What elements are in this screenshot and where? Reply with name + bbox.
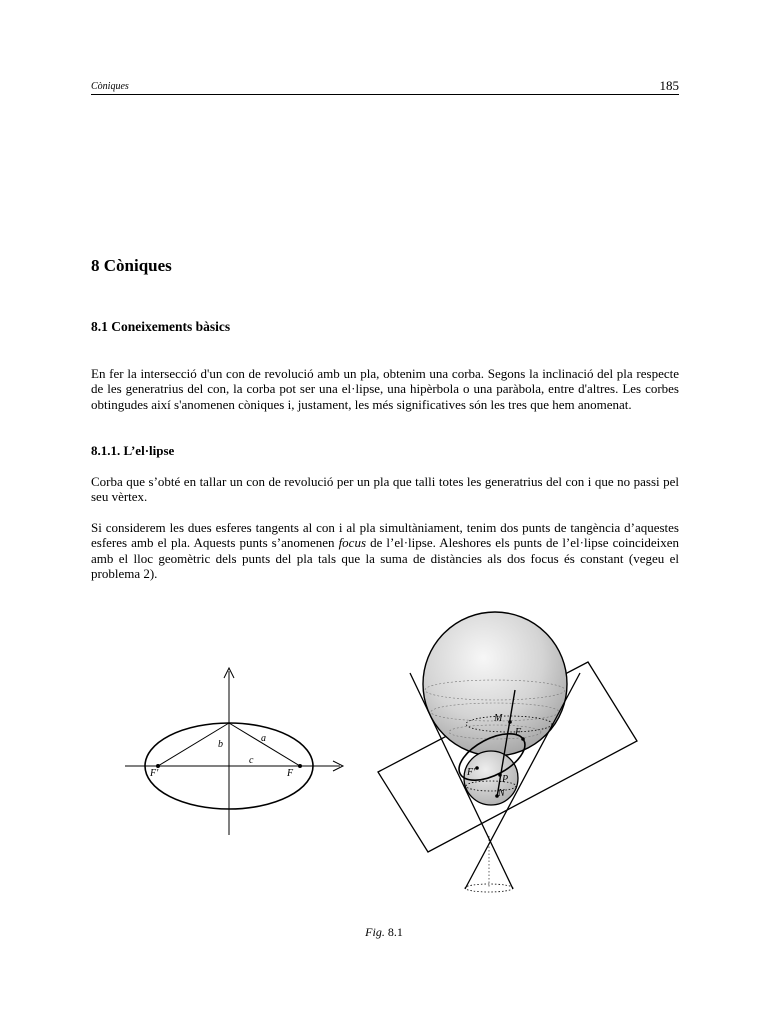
figure-caption-prefix: Fig. [365, 925, 385, 939]
figure-8-1 [0, 600, 768, 910]
point-m [508, 720, 512, 724]
section-intro-paragraph: En fer la intersecció d'un con de revolució amb un pla, obtenim una corba. Segons la inclinació del pla respecte de les generatrius del con, la corba pot ser una el·lipse, una hipèrbola o una paràbola, entre d'altres. Les corbes obtingudes així s'anomenen còniques i, justament, les més significatives són les tres que hem anomenat. [91, 366, 679, 412]
figure-caption-number: 8.1 [387, 925, 403, 939]
ellipse-diagram [125, 668, 343, 835]
subsection-title: 8.1.1. L’el·lipse [91, 443, 175, 458]
label-c: c [249, 755, 254, 766]
foci-paragraph-text-before: Si considerem les dues esferes tangents al con i al pla simultàniament, tenim dos punts de tangència d’aquestes esferes amb el pla. Aquests punts s’anomenen [91, 520, 679, 551]
small-sphere [464, 751, 518, 805]
foci-paragraph [91, 520, 679, 582]
cone-diagram [378, 612, 637, 892]
section-title: 8.1 Coneixements bàsics [91, 319, 231, 334]
label-f-lower: F' [467, 767, 476, 778]
label-m: M [494, 713, 503, 724]
label-n: N [498, 788, 505, 799]
ellipse-definition-paragraph: Corba que s’obté en tallar un con de revolució per un pla que talli totes les generatrius del con i que no passi pel seu vèrtex. [91, 474, 679, 505]
point-f-lower [475, 766, 479, 770]
running-title: Còniques [91, 81, 129, 92]
focus-term: focus [338, 535, 367, 551]
label-a: a [261, 733, 266, 744]
large-sphere [423, 612, 567, 756]
label-p: P [502, 774, 509, 785]
figure-caption [0, 925, 768, 940]
segment-a [229, 723, 300, 766]
point-f-upper [521, 737, 525, 741]
label-f-prime: F' [150, 768, 159, 779]
label-b: b [218, 739, 223, 750]
label-f-upper: F [515, 727, 522, 738]
chapter-title: 8 Còniques [91, 256, 172, 275]
focus-right-point [298, 764, 302, 768]
page-number: 185 [659, 78, 679, 93]
foci-paragraph-text-after: de l’el·lipse. Aleshores els punts de l’el·lipse coincideixen amb el lloc geomètric dels punts del pla tals que la suma de distàncies als dos focus és constant (vegeu el problema 2). [91, 535, 679, 582]
running-header [91, 78, 679, 95]
label-f: F [287, 768, 294, 779]
